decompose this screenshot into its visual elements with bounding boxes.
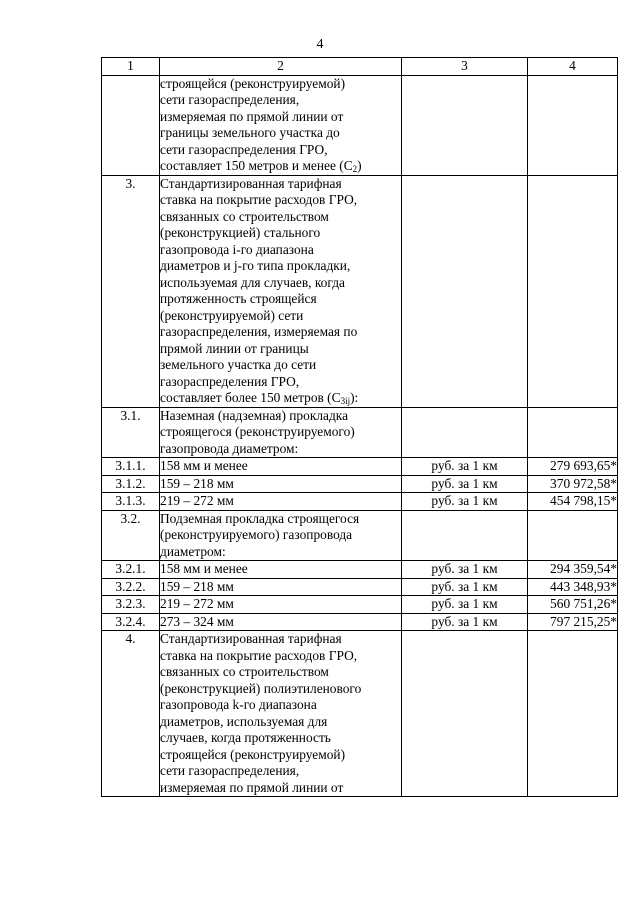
- description-line: 273 – 324 мм: [160, 613, 234, 629]
- row-number: 3.1.2.: [102, 475, 160, 493]
- table-header-row: [102, 58, 618, 76]
- row-number: 3.2.: [102, 510, 160, 561]
- description-line: измеряемая по прямой линии от: [160, 108, 344, 124]
- table-row: [102, 407, 618, 458]
- description-line: сети газораспределения ГРО,: [160, 141, 328, 157]
- description-line: границы земельного участка до: [160, 125, 340, 140]
- row-value: 443 348,93*: [528, 578, 618, 596]
- header-cell-3: 3: [402, 58, 528, 76]
- description-line: сети газораспределения,: [160, 92, 300, 107]
- row-unit: руб. за 1 км: [402, 458, 528, 476]
- description-line: Стандартизированная тарифная: [160, 175, 342, 191]
- description-line: ставка на покрытие расходов ГРО,: [160, 647, 358, 663]
- table-row: [102, 613, 618, 631]
- table-row: [102, 510, 618, 561]
- row-value: [528, 407, 618, 458]
- description-line: 219 – 272 мм: [160, 493, 234, 508]
- row-description: [160, 613, 402, 631]
- row-unit: [402, 75, 528, 175]
- row-unit: руб. за 1 км: [402, 578, 528, 596]
- description-line: диаметров и j-го типа прокладки,: [160, 258, 351, 273]
- row-description: [160, 578, 402, 596]
- description-line: случаев, когда протяженность: [160, 730, 331, 745]
- row-unit: руб. за 1 км: [402, 475, 528, 493]
- row-value: [528, 631, 618, 797]
- row-unit: руб. за 1 км: [402, 596, 528, 614]
- row-unit: [402, 510, 528, 561]
- table-row: [102, 175, 618, 407]
- row-number: 3.1.: [102, 407, 160, 458]
- row-value: 370 972,58*: [528, 475, 618, 493]
- description-line: (реконструируемой) сети: [160, 307, 304, 323]
- row-value: 279 693,65*: [528, 458, 618, 476]
- row-description: [160, 175, 402, 407]
- row-description: [160, 75, 402, 175]
- description-line: (реконструкцией) полиэтиленового: [160, 680, 362, 696]
- description-line: строящейся (реконструируемой): [160, 746, 346, 762]
- table-row: [102, 631, 618, 797]
- description-line: газораспределения, измеряемая по: [160, 324, 358, 339]
- row-unit: [402, 631, 528, 797]
- description-line: составляет более 150 метров (С: [160, 390, 341, 405]
- row-description: [160, 407, 402, 458]
- row-number: 3.1.1.: [102, 458, 160, 476]
- description-line: диаметром:: [160, 543, 226, 559]
- row-description: [160, 458, 402, 476]
- header-cell-2: 2: [160, 58, 402, 76]
- row-description: [160, 475, 402, 493]
- table-row: [102, 596, 618, 614]
- row-unit: руб. за 1 км: [402, 613, 528, 631]
- description-line: ставка на покрытие расходов ГРО,: [160, 192, 358, 207]
- row-value: 560 751,26*: [528, 596, 618, 614]
- description-tail: ):: [350, 390, 359, 405]
- description-line: газораспределения ГРО,: [160, 373, 300, 389]
- row-description: [160, 510, 402, 561]
- description-subscript: 3ij: [340, 396, 351, 406]
- description-line: используемая для случаев, когда: [160, 274, 345, 290]
- description-line: 159 – 218 мм: [160, 578, 234, 594]
- header-cell-4: 4: [528, 58, 618, 76]
- description-line: измеряемая по прямой линии от: [160, 779, 344, 795]
- table-row: [102, 493, 618, 511]
- description-line: диаметров, используемая для: [160, 713, 328, 729]
- description-subscript: 2: [352, 164, 358, 174]
- description-line: 158 мм и менее: [160, 561, 248, 576]
- row-description: [160, 561, 402, 579]
- table-row: [102, 578, 618, 596]
- row-description: [160, 631, 402, 797]
- tariff-table: [101, 57, 618, 797]
- table-row: [102, 458, 618, 476]
- description-line: строящегося (реконструируемого): [160, 424, 355, 439]
- header-cell-1: 1: [102, 58, 160, 76]
- description-line: связанных со строительством: [160, 208, 329, 224]
- row-number: 3.2.2.: [102, 578, 160, 596]
- row-value: 454 798,15*: [528, 493, 618, 511]
- description-tail: ): [357, 158, 362, 173]
- description-line: связанных со строительством: [160, 664, 329, 679]
- row-value: 294 359,54*: [528, 561, 618, 579]
- description-line: строящейся (реконструируемой): [160, 75, 346, 91]
- row-value: [528, 75, 618, 175]
- row-number: [102, 75, 160, 175]
- description-line: Наземная (надземная) прокладка: [160, 407, 349, 423]
- description-line: 159 – 218 мм: [160, 475, 234, 491]
- description-line: Стандартизированная тарифная: [160, 631, 342, 646]
- description-line: сети газораспределения,: [160, 763, 300, 778]
- description-line: протяженность строящейся: [160, 291, 317, 306]
- row-number: 3.: [102, 175, 160, 407]
- row-description: [160, 596, 402, 614]
- description-line: 158 мм и менее: [160, 458, 248, 473]
- row-unit: руб. за 1 км: [402, 493, 528, 511]
- row-number: 3.2.1.: [102, 561, 160, 579]
- description-line: Подземная прокладка строящегося: [160, 510, 360, 526]
- row-number: 3.1.3.: [102, 493, 160, 511]
- table-row: [102, 475, 618, 493]
- row-unit: [402, 175, 528, 407]
- description-line: газопровода диаметром:: [160, 440, 299, 456]
- row-value: [528, 510, 618, 561]
- table-row: [102, 75, 618, 175]
- page-number: 4: [316, 37, 324, 52]
- row-number: 3.2.3.: [102, 596, 160, 614]
- table-row: [102, 561, 618, 579]
- description-line: газопровода k-го диапазона: [160, 697, 317, 712]
- description-line: составляет 150 метров и менее (С: [160, 158, 353, 173]
- row-value: 797 215,25*: [528, 613, 618, 631]
- row-number: 3.2.4.: [102, 613, 160, 631]
- description-line: земельного участка до сети: [160, 357, 317, 372]
- description-line: (реконструкцией) стального: [160, 225, 321, 240]
- row-value: [528, 175, 618, 407]
- row-unit: руб. за 1 км: [402, 561, 528, 579]
- row-unit: [402, 407, 528, 458]
- description-line: (реконструируемого) газопровода: [160, 527, 353, 542]
- description-line: 219 – 272 мм: [160, 596, 234, 611]
- row-number: 4.: [102, 631, 160, 797]
- row-description: [160, 493, 402, 511]
- description-line: газопровода i-го диапазона: [160, 241, 314, 257]
- description-line: прямой линии от границы: [160, 340, 309, 356]
